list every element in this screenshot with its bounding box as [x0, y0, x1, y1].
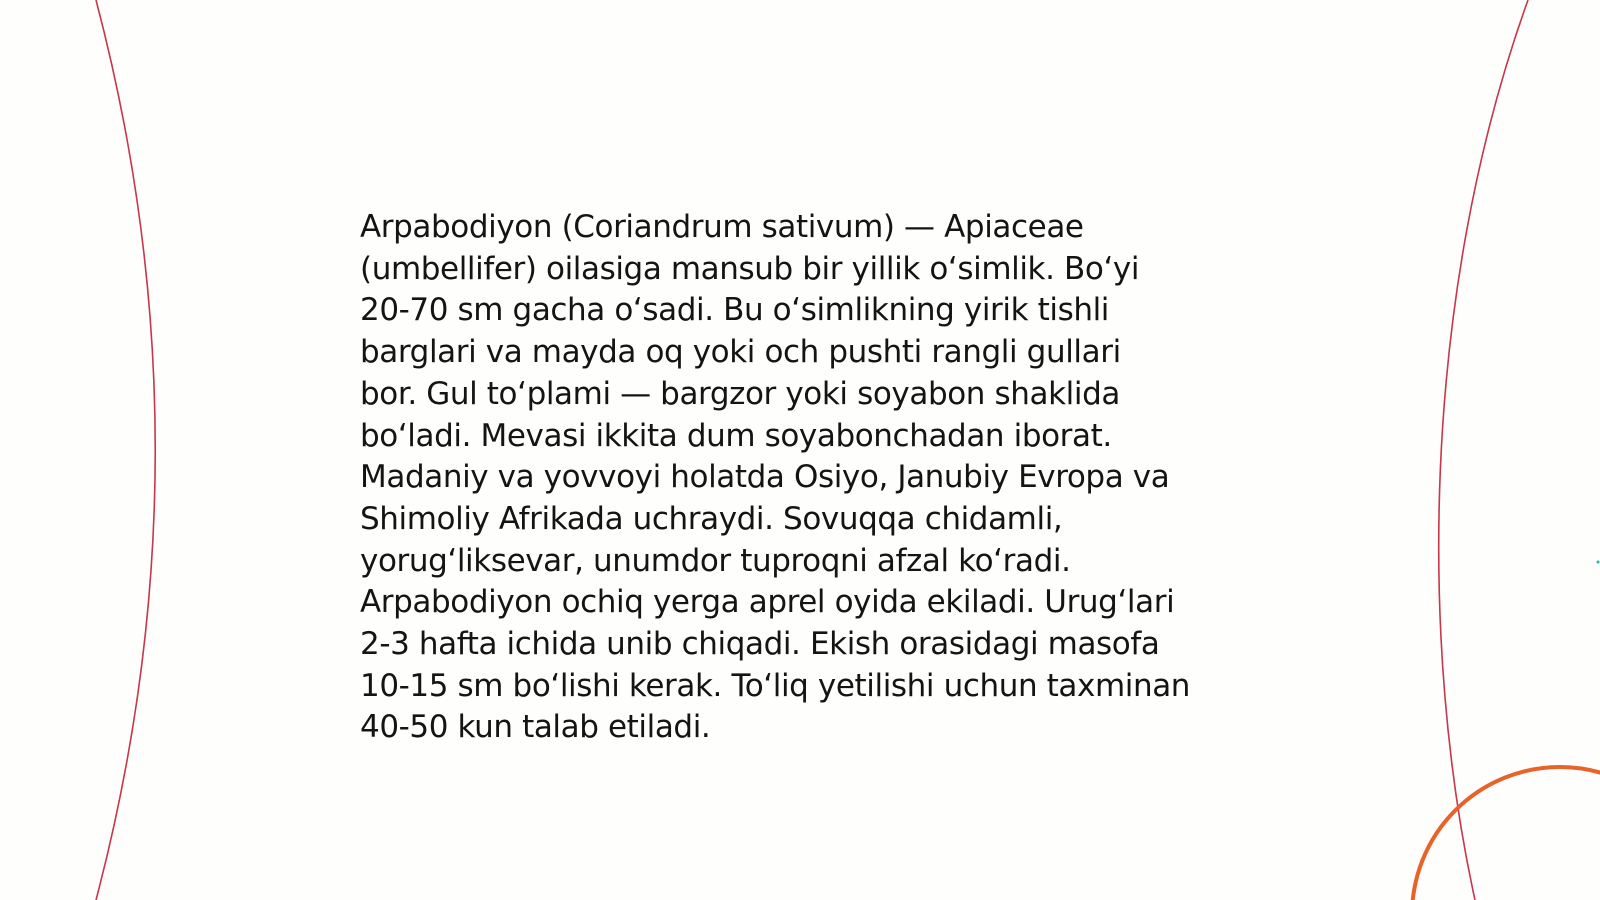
text-line: 40-50 kun talab etiladi. [360, 709, 711, 746]
text-line: boʻladi. Mevasi ikkita dum soyabonchadan iborat. [360, 417, 1112, 454]
text-line: 2-3 hafta ichida unib chiqadi. Ekish orasidagi masofa [360, 626, 1160, 663]
text-line: Arpabodiyon (Coriandrum sativum) — Apiaceae [360, 209, 1084, 245]
text-line: 20-70 sm gacha oʻsadi. Bu oʻsimlikning yirik tishli [360, 292, 1109, 329]
accent-dot-decoration [1597, 561, 1600, 564]
text-line: Madaniy va yovvoyi holatda Osiyo, Janubiy Evropa va [360, 459, 1170, 496]
right-curve-decoration [1439, 0, 1528, 900]
text-line: 10-15 sm boʻlishi kerak. Toʻliq yetilishi uchun taxminan [360, 667, 1191, 704]
body-text [360, 207, 1260, 749]
text-line: (umbellifer) oilasiga mansub bir yillik oʻsimlik. Boʻyi [360, 250, 1140, 287]
text-line: Shimoliy Afrikada uchraydi. Sovuqqa chidamli, [360, 500, 1063, 537]
text-line: bor. Gul toʻplami — bargzor yoki soyabon shaklida [360, 375, 1120, 412]
accent-circle-decoration [1412, 767, 1600, 900]
text-line: Arpabodiyon ochiq yerga aprel oyida ekiladi. Urugʻlari [360, 584, 1175, 621]
text-line: yorugʻliksevar, unumdor tuproqni afzal koʻradi. [360, 542, 1071, 579]
text-line: barglari va mayda oq yoki och pushti rangli gullari [360, 334, 1121, 371]
left-curve-decoration [96, 0, 155, 900]
